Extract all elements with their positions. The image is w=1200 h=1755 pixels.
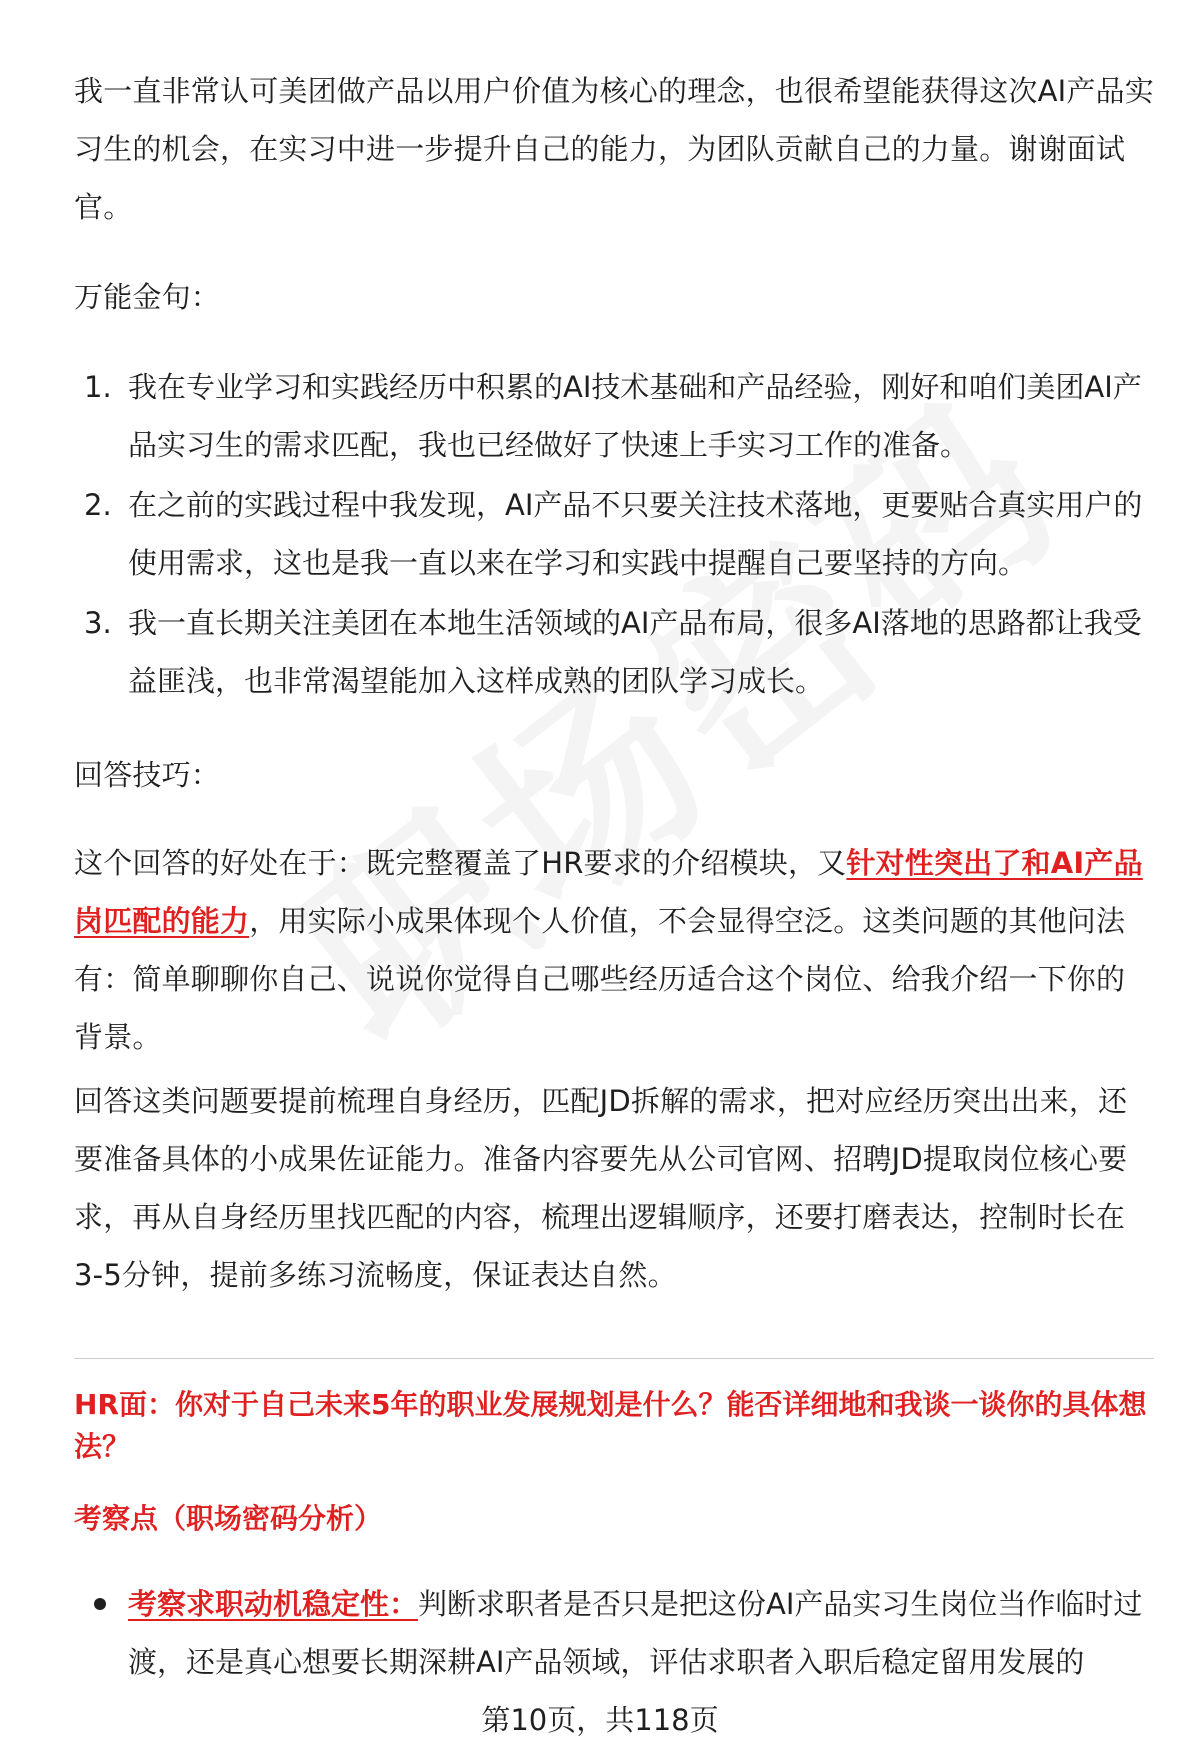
list-item — [74, 476, 1154, 592]
tips-text-before: 这个回答的好处在于：既完整覆盖了HR要求的介绍模块，又 — [74, 846, 847, 880]
section-divider — [74, 1358, 1154, 1359]
list-item — [74, 358, 1154, 474]
analysis-title: 考察点（职场密码分析） — [74, 1502, 383, 1535]
list-item-text: 我一直长期关注美团在本地生活领域的AI产品布局，很多AI落地的思路都让我受益匪浅，也非常渴望能加入这样成熟的团队学习成长。 — [128, 606, 1142, 698]
intro-paragraph: 我一直非常认可美团做产品以用户价值为核心的理念，也很希望能获得这次AI产品实习生的机会，在实习中进一步提升自己的能力，为团队贡献自己的力量。谢谢面试官。 — [74, 74, 1154, 224]
tips-highlight: 针对性突出了和AI产品岗匹配的能力 — [74, 846, 1143, 938]
answer-tips-paragraph — [74, 834, 1154, 1066]
list-item-text: 在之前的实践过程中我发现，AI产品不只要关注技术落地，更要贴合真实用户的使用需求，这也是我一直以来在学习和实践中提醒自己要坚持的方向。 — [128, 488, 1143, 580]
bullet-icon — [94, 1598, 106, 1610]
analysis-highlight: 考察求职动机稳定性： — [128, 1587, 419, 1621]
page-number: 第10页，共118页 — [0, 1700, 1200, 1740]
list-item — [74, 594, 1154, 710]
list-item-text: 我在专业学习和实践经历中积累的AI技术基础和产品经验，刚好和咱们美团AI产品实习生的需求匹配，我也已经做好了快速上手实习工作的准备。 — [128, 370, 1142, 462]
analysis-text: 判断求职者是否只是把这份AI产品实习生岗位当作临时过渡，还是真心想要长期深耕AI产品领域，评估求职者入职后稳定留用发展的 — [128, 1587, 1143, 1679]
tips-text-after: ，用实际小成果体现个人价值，不会显得空泛。这类问题的其他问法有：简单聊聊你自己、说说你觉得自己哪些经历适合这个岗位、给我介绍一下你的背景。 — [74, 904, 1126, 1054]
analysis-list — [74, 1575, 1154, 1691]
list-number: 2. — [84, 488, 112, 522]
list-item — [74, 1575, 1154, 1691]
answer-tips-paragraph-2: 回答这类问题要提前梳理自身经历，匹配JD拆解的需求，把对应经历突出出来，还要准备具体的小成果佐证能力。准备内容要先从公司官网、招聘JD提取岗位核心要求，再从自身经历里找匹配的内容，梳理出逻辑顺序，还要打磨表达，控制时长在3-5分钟，提前多练习流畅度，保证表达自然。 — [74, 1084, 1128, 1292]
answer-tips-label: 回答技巧： — [74, 758, 221, 792]
golden-sentences-list — [74, 358, 1154, 712]
list-number: 3. — [84, 606, 112, 640]
list-number: 1. — [84, 370, 112, 404]
question-title: HR面：你对于自己未来5年的职业发展规划是什么？能否详细地和我谈一谈你的具体想法？ — [74, 1388, 1147, 1463]
golden-sentences-label: 万能金句： — [74, 280, 221, 314]
